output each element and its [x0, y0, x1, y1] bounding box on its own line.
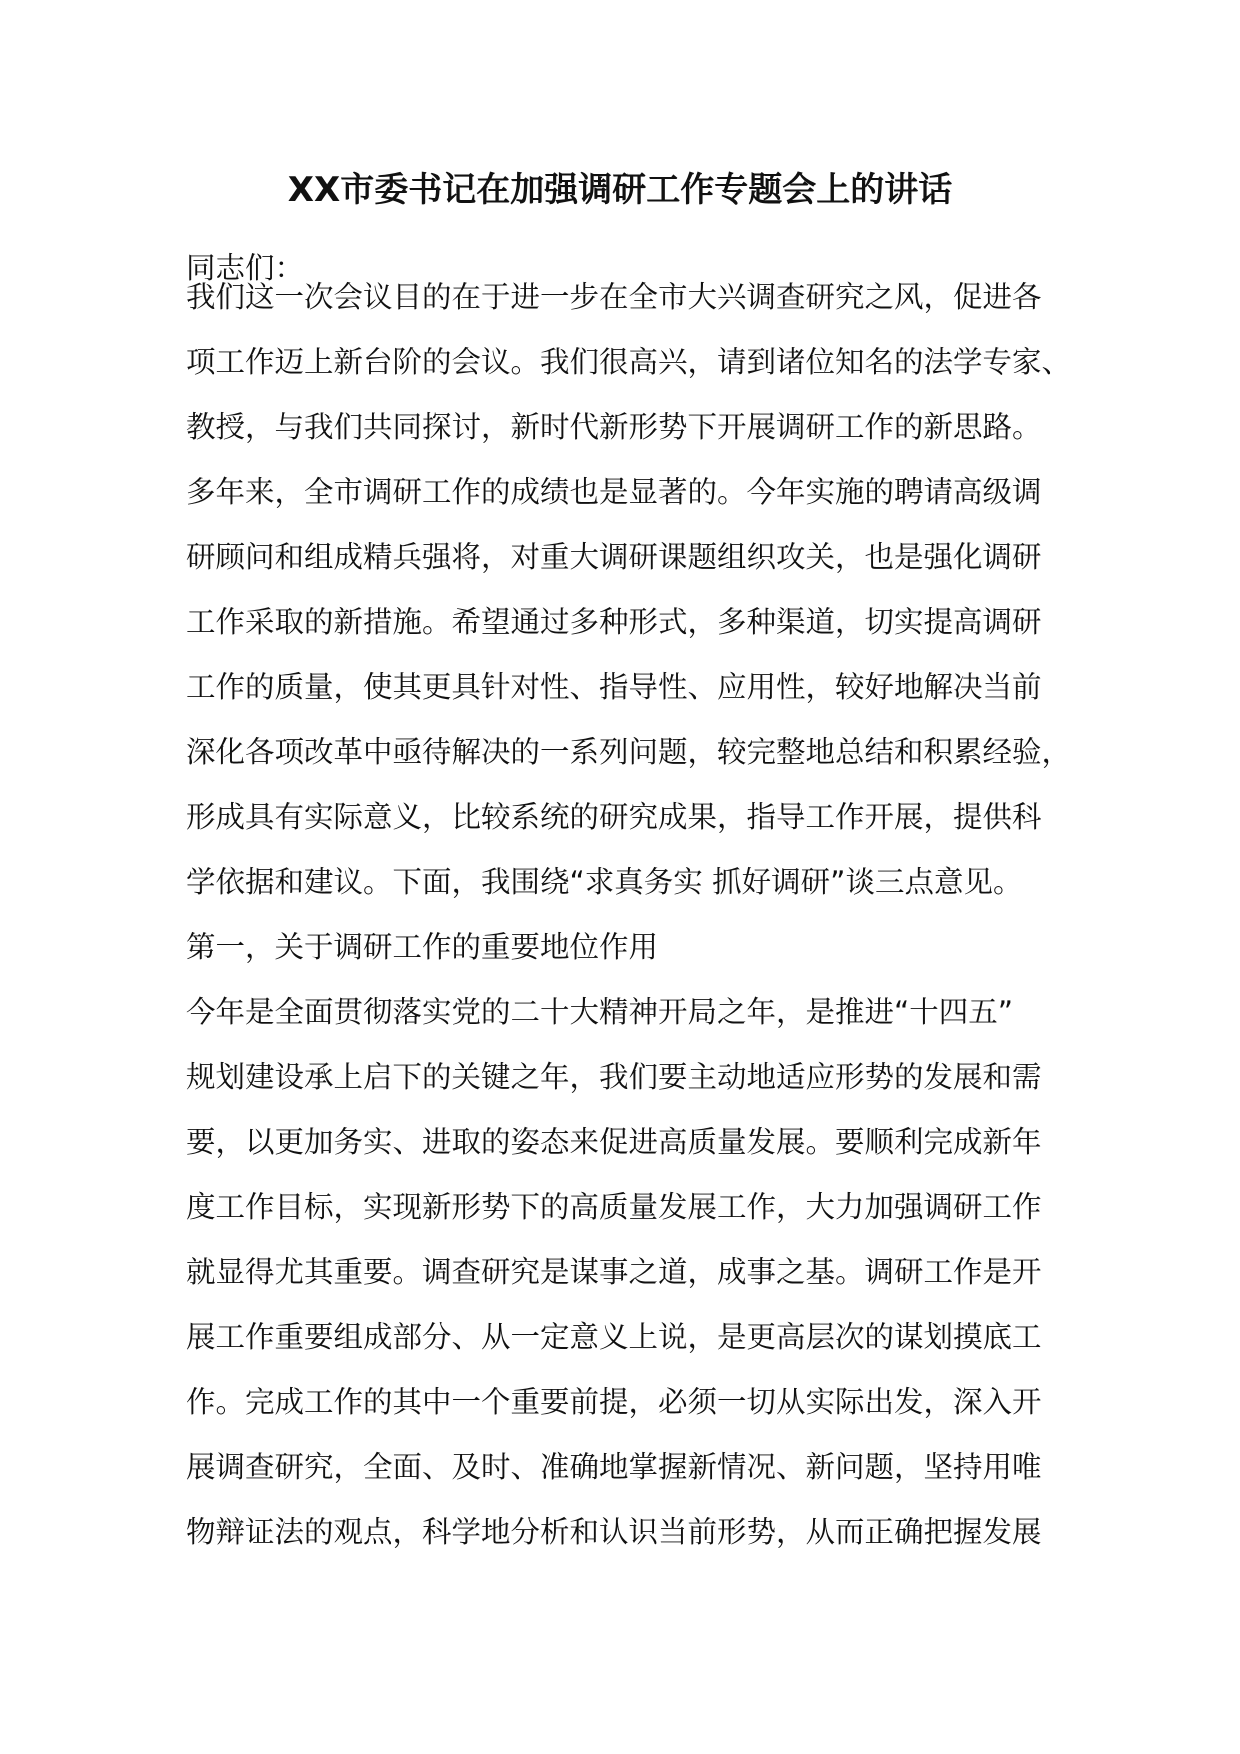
document-body — [186, 265, 1086, 1565]
body-line: 研顾问和组成精兵强将，对重大调研课题组织攻关，也是强化调研 — [186, 540, 1042, 574]
body-line: 要，以更加务实、进取的姿态来促进高质量发展。要顺利完成新年 — [186, 1125, 1042, 1159]
section-heading: 第一，关于调研工作的重要地位作用 — [186, 930, 659, 964]
body-line: 项工作迈上新台阶的会议。我们很高兴，请到诸位知名的法学专家、 — [186, 345, 1072, 379]
body-line: 物辩证法的观点，科学地分析和认识当前形势，从而正确把握发展 — [186, 1515, 1042, 1549]
salutation: 同志们： — [186, 251, 305, 285]
body-line: 展工作重要组成部分、从一定意义上说，是更高层次的谋划摸底工 — [186, 1320, 1042, 1354]
body-line: 教授，与我们共同探讨，新时代新形势下开展调研工作的新思路。 — [186, 410, 1042, 444]
body-line: 多年来，全市调研工作的成绩也是显著的。今年实施的聘请高级调 — [186, 475, 1042, 509]
body-line: 学依据和建议。下面，我围绕“求真务实 抓好调研”谈三点意见。 — [186, 865, 1023, 899]
body-line: 作。完成工作的其中一个重要前提，必须一切从实际出发，深入开 — [186, 1385, 1042, 1419]
body-line: 形成具有实际意义，比较系统的研究成果，指导工作开展，提供科 — [186, 800, 1042, 834]
body-line: 规划建设承上启下的关键之年，我们要主动地适应形势的发展和需 — [186, 1060, 1042, 1094]
body-line: 深化各项改革中亟待解决的一系列问题，较完整地总结和积累经验， — [186, 735, 1072, 769]
body-line: 我们这一次会议目的在于进一步在全市大兴调查研究之风，促进各 — [186, 280, 1042, 314]
body-line: 展调查研究，全面、及时、准确地掌握新情况、新问题，坚持用唯 — [186, 1450, 1042, 1484]
body-line: 度工作目标，实现新形势下的高质量发展工作，大力加强调研工作 — [186, 1190, 1042, 1224]
document-title: XX市委书记在加强调研工作专题会上的讲话 — [287, 170, 953, 210]
body-line: 就显得尤其重要。调查研究是谋事之道，成事之基。调研工作是开 — [186, 1255, 1042, 1289]
body-line: 工作采取的新措施。希望通过多种形式，多种渠道，切实提高调研 — [186, 605, 1042, 639]
body-line: 工作的质量，使其更具针对性、指导性、应用性，较好地解决当前 — [186, 670, 1042, 704]
body-line: 今年是全面贯彻落实党的二十大精神开局之年，是推进“十四五” — [186, 995, 1014, 1029]
